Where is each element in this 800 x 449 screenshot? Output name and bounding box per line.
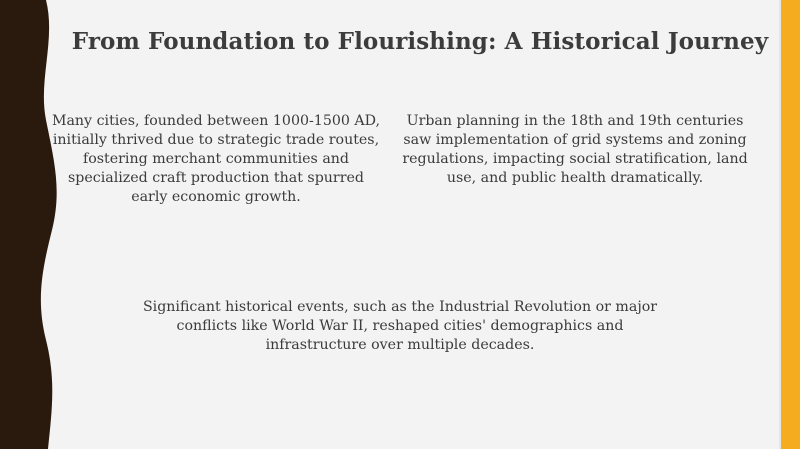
paragraph-foundation: Many cities, founded between 1000-1500 AD, initially thrived due to strategic trade routes, fostering merchant communities and specialized craft production that spurred early economic growth. xyxy=(51,113,381,205)
left-wavy-band xyxy=(0,0,70,449)
right-accent-stripe xyxy=(781,0,800,449)
wavy-band-shape xyxy=(0,0,57,449)
paragraph-historical-events: Significant historical events, such as the Industrial Revolution or major conflicts like World War II, reshaped cities' demographics and infrastructure over multiple decades. xyxy=(142,299,658,353)
paragraph-urban-planning: Urban planning in the 18th and 19th centuries saw implementation of grid systems and zoning regulations, impacting social stratification, land use, and public health dramatically. xyxy=(402,113,748,186)
slide-title: From Foundation to Flourishing: A Historical Journey xyxy=(71,28,769,55)
